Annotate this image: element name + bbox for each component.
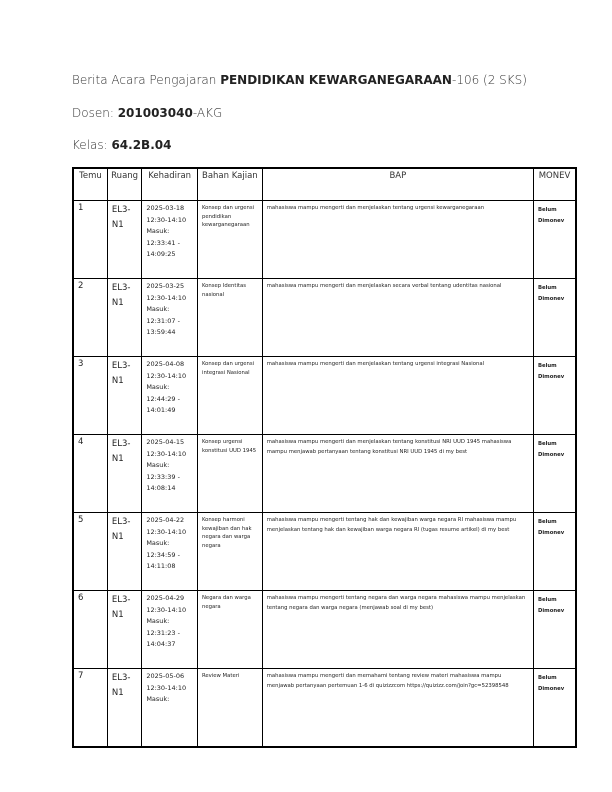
cell-kehadiran: 2025-03-25 12:30-14:10 Masuk: 12:31:07 - 13:59:44 <box>142 279 198 357</box>
dosen-label: Dosen: <box>72 106 118 120</box>
course-name: PENDIDIKAN KEWARGANEGARAAN <box>220 73 452 87</box>
cell-ruang: EL3-N1 <box>107 279 141 357</box>
cell-kehadiran: 2025-04-08 12:30-14:10 Masuk: 12:44:29 - 14:01:49 <box>142 357 198 435</box>
lecturer-line <box>72 106 222 120</box>
column-header-temu: Temu <box>73 168 107 201</box>
cell-kehadiran: 2025-04-29 12:30-14:10 Masuk: 12:31:23 - 14:04:37 <box>142 591 198 669</box>
cell-monev: Belum Dimonev <box>533 435 576 513</box>
kelas-value: 64.2B.04 <box>111 138 172 152</box>
cell-monev: Belum Dimonev <box>533 201 576 279</box>
cell-kehadiran: 2025-04-15 12:30-14:10 Masuk: 12:33:39 - 14:08:14 <box>142 435 198 513</box>
cell-bahan-kajian: Negara dan warga negara <box>197 591 262 669</box>
cell-kehadiran: 2025-03-18 12:30-14:10 Masuk: 12:33:41 - 14:09:25 <box>142 201 198 279</box>
cell-monev: Belum Dimonev <box>533 669 576 748</box>
cell-ruang: EL3-N1 <box>107 201 141 279</box>
cell-bap: mahasiswa mampu mengerti dan menjelaskan tentang konstitusi NRI UUD 1945 mahasiswa mampu menjawab pertanyaan tentang konstitusi NRI UUD 1945 di my best <box>262 435 533 513</box>
cell-ruang: EL3-N1 <box>107 357 141 435</box>
cell-temu: 4 <box>73 435 107 513</box>
cell-bahan-kajian: Review Materi <box>197 669 262 748</box>
cell-bap: mahasiswa mampu mengerti tentang hak dan kewajiban warga negara RI mahasiswa mampu menjelaskan tentang hak dan kewajiban warga negara RI (tugas resume artikel) di my best <box>262 513 533 591</box>
cell-ruang: EL3-N1 <box>107 591 141 669</box>
column-header-kehadiran: Kehadiran <box>142 168 198 201</box>
cell-temu: 7 <box>73 669 107 748</box>
cell-ruang: EL3-N1 <box>107 669 141 748</box>
course-suffix: -106 (2 SKS) <box>451 73 527 87</box>
cell-ruang: EL3-N1 <box>107 435 141 513</box>
cell-bahan-kajian: Konsep harmoni kewajiban dan hak negara dan warga negara <box>197 513 262 591</box>
cell-temu: 3 <box>73 357 107 435</box>
table-row <box>73 669 576 748</box>
column-header-monev: MONEV <box>533 168 576 201</box>
cell-kehadiran: 2025-05-06 12:30-14:10 Masuk: <box>142 669 198 748</box>
column-header-bahan-kajian: Bahan Kajian <box>197 168 262 201</box>
cell-monev: Belum Dimonev <box>533 357 576 435</box>
cell-temu: 2 <box>73 279 107 357</box>
cell-bap: mahasiswa mampu mengerti dan menjelaskan tentang urgensi kewarganegaraan <box>262 201 533 279</box>
cell-bahan-kajian: Konsep urgensi konstitusi UUD 1945 <box>197 435 262 513</box>
title-prefix: Berita Acara Pengajaran <box>72 73 221 87</box>
cell-bap: mahasiswa mampu mengerti tentang negara dan warga negara mahasiswa mampu menjelaskan tentang negara dan warga negara (menjawab soal di my best) <box>262 591 533 669</box>
table-row <box>73 357 576 435</box>
kelas-label: Kelas: <box>72 138 112 152</box>
column-header-bap: BAP <box>262 168 533 201</box>
table-header-row <box>73 168 576 201</box>
cell-bahan-kajian: Konsep dan urgensi pendidikan kewarganegaraan <box>197 201 262 279</box>
table-row <box>73 201 576 279</box>
cell-monev: Belum Dimonev <box>533 513 576 591</box>
cell-temu: 1 <box>73 201 107 279</box>
class-line <box>72 138 171 152</box>
cell-bahan-kajian: Konsep Identitas nasional <box>197 279 262 357</box>
cell-bap: mahasiswa mampu mengerti dan menjelaskan secara verbal tentang udentitas nasional <box>262 279 533 357</box>
table-row <box>73 279 576 357</box>
document-title <box>72 73 527 87</box>
dosen-id: 201003040 <box>117 106 193 120</box>
table-row <box>73 513 576 591</box>
cell-monev: Belum Dimonev <box>533 591 576 669</box>
table-row <box>73 435 576 513</box>
cell-bahan-kajian: Konsep dan urgensi integrasi Nasional <box>197 357 262 435</box>
cell-temu: 5 <box>73 513 107 591</box>
cell-kehadiran: 2025-04-22 12:30-14:10 Masuk: 12:34:59 - 14:11:08 <box>142 513 198 591</box>
cell-bap: mahasiswa mampu mengerti dan memahami tentang review materi mahasiswa mampu menjawab pertanyaan pertemuan 1-6 di quizizzcom https://quizizz.com/join?gc=52398548 <box>262 669 533 748</box>
cell-ruang: EL3-N1 <box>107 513 141 591</box>
dosen-suffix: -AKG <box>192 106 223 120</box>
table-row <box>73 591 576 669</box>
cell-monev: Belum Dimonev <box>533 279 576 357</box>
column-header-ruang: Ruang <box>107 168 141 201</box>
teaching-record-table <box>72 167 577 748</box>
cell-bap: mahasiswa mampu mengerti dan menjelaskan tentang urgensi integrasi Nasional <box>262 357 533 435</box>
cell-temu: 6 <box>73 591 107 669</box>
